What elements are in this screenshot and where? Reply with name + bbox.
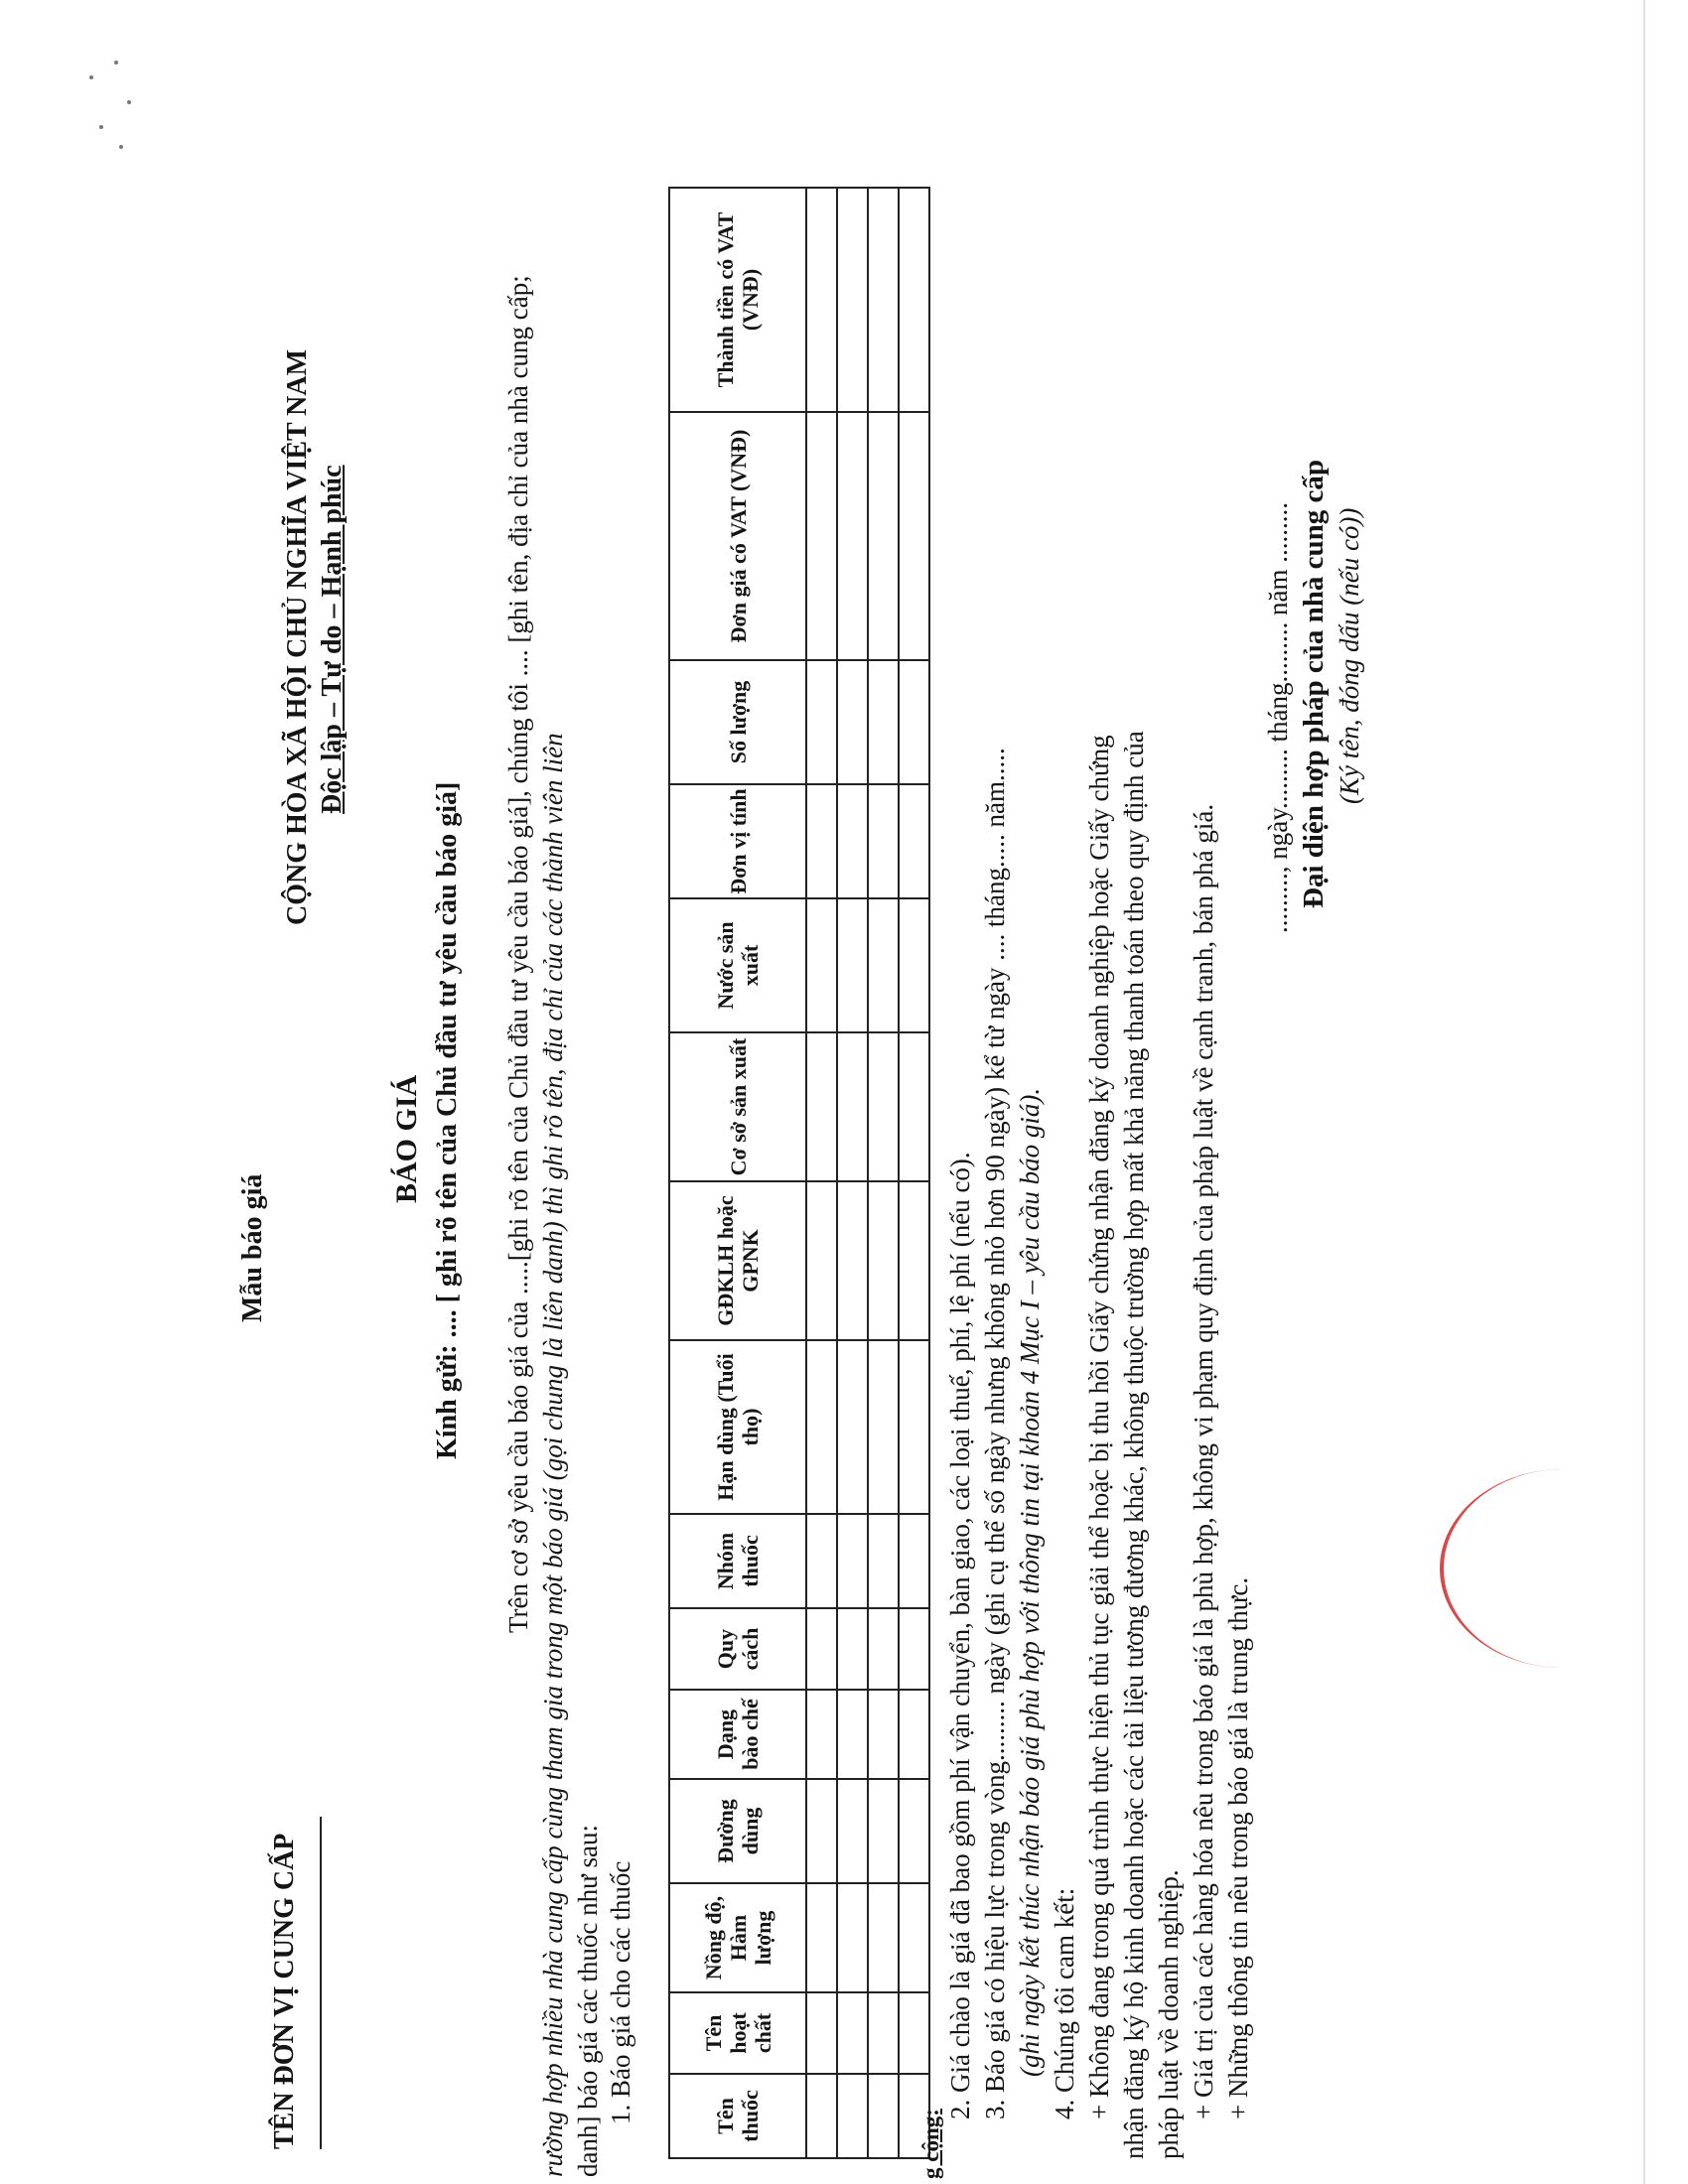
table-cell[interactable]	[899, 412, 929, 660]
commit-1-line-3: pháp luật về doanh nghiệp.	[1154, 1869, 1184, 2159]
table-cell[interactable]	[899, 898, 929, 1032]
table-cell[interactable]	[899, 1883, 929, 1992]
table-cell[interactable]	[806, 784, 837, 898]
table-cell[interactable]	[837, 2074, 868, 2158]
supplier-underline	[320, 1817, 322, 2149]
scan-specks	[79, 40, 139, 159]
table-cell[interactable]	[806, 1181, 837, 1340]
column-header: Đơn vị tính	[669, 784, 806, 898]
column-header: Nước sản xuất	[669, 898, 806, 1032]
table-cell[interactable]	[837, 188, 868, 412]
table-cell[interactable]	[806, 1690, 837, 1779]
item-4: 4. Chúng tôi cam kết:	[1050, 1887, 1079, 2119]
table-cell[interactable]	[899, 1340, 929, 1514]
table-cell[interactable]	[899, 1779, 929, 1883]
motto: Độc lập – Tự do – Hạnh phúc	[317, 465, 348, 814]
column-header: Đơn giá có VAT (VNĐ)	[669, 412, 806, 660]
column-header: Thành tiền có VAT (VNĐ)	[669, 188, 806, 412]
table-cell[interactable]	[868, 1608, 899, 1690]
table-cell[interactable]	[868, 1514, 899, 1608]
table-cell[interactable]	[837, 1779, 868, 1883]
total-label: g cộng:	[918, 2109, 943, 2179]
signature-note: (Ký tên, đóng dấu (nếu có))	[1335, 507, 1364, 804]
addressee: Kính gửi: .... [ ghi rõ tên của Chủ đầu tư yêu cầu báo giá]	[432, 781, 463, 1459]
table-cell[interactable]	[868, 2074, 899, 2158]
table-cell[interactable]	[837, 898, 868, 1032]
commit-1-line-1: + Không đang trong quá trình thực hiện thủ tục giải thể hoặc bị thu hồi Giấy chứng nhận đăng ký doanh nghiệp hoặc Giấy chứng	[1084, 735, 1114, 2119]
table-cell[interactable]	[868, 1181, 899, 1340]
item-3-note: (ghi ngày kết thúc nhận báo giá phù hợp với thông tin tại khoản 4 Mục I – yêu cầu báo giá).	[1015, 1087, 1045, 2077]
signature-title: Đại diện hợp pháp của nhà cung cấp	[1298, 459, 1330, 908]
table-cell[interactable]	[868, 1992, 899, 2074]
table-cell[interactable]	[837, 1340, 868, 1514]
table-row	[899, 188, 929, 2158]
table-cell[interactable]	[837, 1883, 868, 1992]
table-cell[interactable]	[806, 1883, 837, 1992]
table-cell[interactable]	[868, 1032, 899, 1181]
signature-date: ........., ngày......... tháng......... năm .........	[1263, 502, 1293, 933]
table-cell[interactable]	[806, 2074, 837, 2158]
red-stamp-mark	[1440, 1469, 1563, 1668]
item-2: 2. Giá chào là giá đã bao gồm phí vận chuyển, bàn giao, các loại thuế, phí, lệ phí (nếu có).	[945, 1152, 975, 2119]
table-cell[interactable]	[806, 1779, 837, 1883]
table-cell[interactable]	[868, 660, 899, 784]
table-cell[interactable]	[837, 660, 868, 784]
table-cell[interactable]	[837, 1992, 868, 2074]
section-1-heading: 1. Báo giá cho các thuốc	[606, 1860, 635, 2124]
column-header: Hạn dùng (Tuổi thọ)	[669, 1340, 806, 1514]
table-cell[interactable]	[868, 1883, 899, 1992]
table-cell[interactable]	[806, 1992, 837, 2074]
form-name: Mẫu báo giá	[237, 1173, 268, 1322]
table-cell[interactable]	[868, 412, 899, 660]
column-header: Số lượng	[669, 660, 806, 784]
table-cell[interactable]	[899, 1992, 929, 2074]
table-header-row	[669, 188, 806, 2158]
column-header: Quy cách	[669, 1608, 806, 1690]
commit-2: + Giá trị của các hàng hóa nêu trong báo giá là phù hợp, không vi phạm quy định của pháp luật về cạnh tranh, bán phá giá.	[1189, 803, 1218, 2119]
table-cell[interactable]	[806, 898, 837, 1032]
table-cell[interactable]	[806, 1608, 837, 1690]
column-header: Nồng độ, Hàm lượng	[669, 1883, 806, 1992]
table-cell[interactable]	[899, 188, 929, 412]
commit-1-line-2: nhận đăng ký hộ kinh doanh hoặc các tài liệu tương đương khác, không thuộc trường hợp mất khả năng thanh toán theo quy định của	[1119, 731, 1149, 2159]
table-cell[interactable]	[837, 1690, 868, 1779]
table-cell[interactable]	[806, 660, 837, 784]
table-cell[interactable]	[868, 784, 899, 898]
table-cell[interactable]	[868, 898, 899, 1032]
intro-line-3: danh] báo giá các thuốc như sau:	[573, 1824, 603, 2177]
document-title: BÁO GIÁ	[390, 1074, 423, 1203]
intro-line-1: Trên cơ sở yêu cầu báo giá của .....[ghi rõ tên của Chủ đầu tư yêu cầu báo giá], chúng tôi .... [ghi tên, địa chỉ của nhà cung cấp;	[503, 275, 533, 1633]
table-row	[837, 188, 868, 2158]
column-header: Đường dùng	[669, 1779, 806, 1883]
table-cell[interactable]	[837, 1181, 868, 1340]
table-cell[interactable]	[899, 1690, 929, 1779]
table-cell[interactable]	[837, 1032, 868, 1181]
nation-name: CỘNG HÒA XÃ HỘI CHỦ NGHĨA VIỆT NAM	[282, 348, 313, 925]
table-cell[interactable]	[837, 784, 868, 898]
table-row	[868, 188, 899, 2158]
column-header: Tên hoạt chất	[669, 1992, 806, 2074]
table-cell[interactable]	[899, 1032, 929, 1181]
table-cell[interactable]	[899, 1514, 929, 1608]
price-quote-table	[668, 187, 930, 2159]
table-cell[interactable]	[868, 1340, 899, 1514]
table-cell[interactable]	[899, 1608, 929, 1690]
table-cell[interactable]	[899, 784, 929, 898]
table-cell[interactable]	[868, 1690, 899, 1779]
commit-3: + Những thông tin nêu trong báo giá là trung thực.	[1223, 1576, 1253, 2119]
table-cell[interactable]	[806, 1514, 837, 1608]
table-cell[interactable]	[837, 412, 868, 660]
item-3: 3. Báo giá có hiệu lực trong vòng......... ngày (ghi cụ thể số ngày nhưng không nhỏ hơn 90 ngày) kể từ ngày .... tháng..... năm.....	[980, 748, 1010, 2119]
table-cell[interactable]	[899, 1181, 929, 1340]
table-cell[interactable]	[837, 1514, 868, 1608]
table-cell[interactable]	[899, 660, 929, 784]
table-cell[interactable]	[868, 1779, 899, 1883]
spacer	[635, 2074, 641, 2080]
table-cell[interactable]	[806, 188, 837, 412]
table-row	[806, 188, 837, 2158]
intro-line-2: rường hợp nhiều nhà cung cấp cùng tham gia trong một báo giá (gọi chung là liên danh) thì ghi rõ tên, địa chỉ của các thành viên liên	[538, 733, 568, 2177]
table-cell[interactable]	[806, 412, 837, 660]
supplier-name: TÊN ĐƠN VỊ CUNG CẤP	[269, 1833, 300, 2149]
table-cell[interactable]	[837, 1608, 868, 1690]
column-header: Tên thuốc	[669, 2074, 806, 2158]
table-cell[interactable]	[806, 1032, 837, 1181]
column-header: GĐKLH hoặc GPNK	[669, 1181, 806, 1340]
column-header: Cơ sở sản xuất	[669, 1032, 806, 1181]
column-header: Nhóm thuốc	[669, 1514, 806, 1608]
table-cell[interactable]	[868, 188, 899, 412]
table-cell[interactable]	[806, 1340, 837, 1514]
column-header: Dạng bào chế	[669, 1690, 806, 1779]
page-edge-line	[1643, 0, 1645, 2184]
